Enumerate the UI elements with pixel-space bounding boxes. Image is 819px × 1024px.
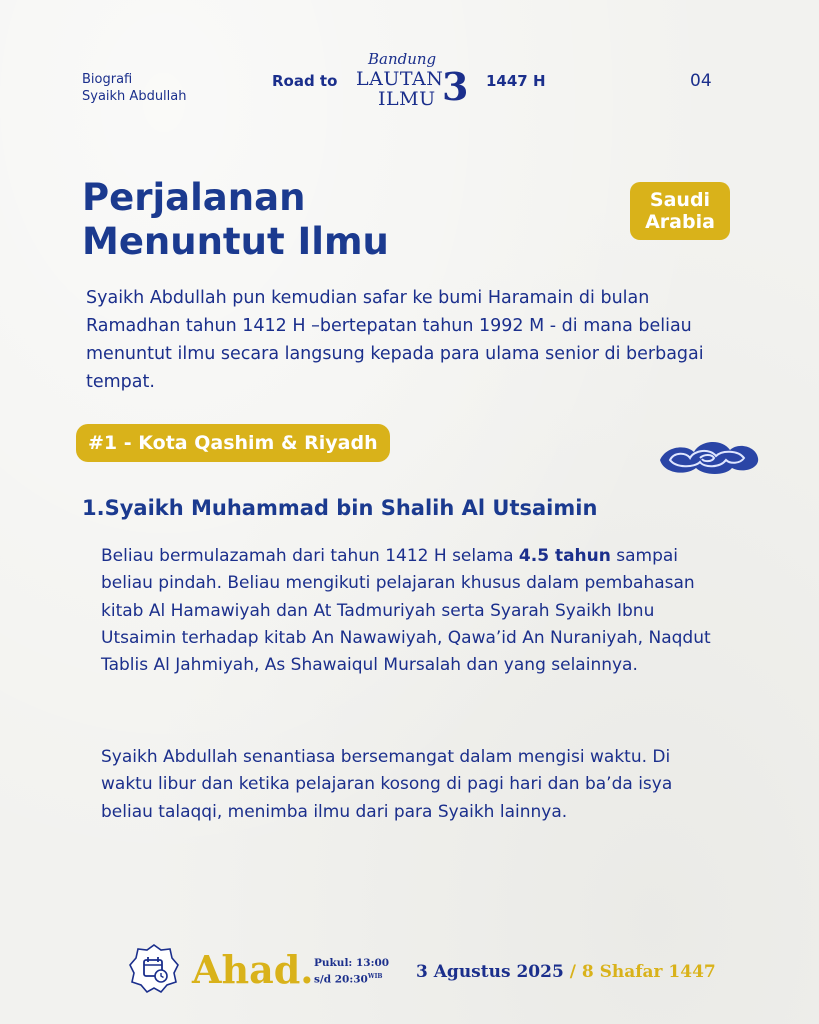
title-line2: Menuntut Ilmu — [82, 220, 389, 263]
footer-time-line1: Pukul: 13:00 — [314, 957, 390, 969]
footer-date — [416, 962, 716, 982]
footer-separator: / — [563, 962, 582, 982]
footer-time-end: s/d 20:30 — [314, 973, 368, 986]
footer-gregorian-date: 3 Agustus 2025 — [416, 962, 564, 982]
series-line2: Syaikh Abdullah — [82, 89, 187, 104]
logo-line1: LAUTAN — [356, 68, 444, 90]
footer-hijri-date: 8 Shafar 1447 — [581, 962, 716, 982]
page-number: 04 — [690, 71, 712, 91]
teacher-heading: 1.Syaikh Muhammad bin Shalih Al Utsaimin — [82, 496, 598, 520]
cloud-ornament-icon — [656, 436, 762, 476]
footer-day: Ahad. — [192, 947, 314, 992]
footer-time-zone: WIB — [367, 973, 383, 980]
section-badge: #1 - Kota Qashim & Riyadh — [76, 424, 390, 462]
country-line1: Saudi — [649, 189, 711, 211]
paragraph-1-after: sampai beliau pindah. Beliau mengikuti pelajaran khusus dalam pembahasan kitab Al Hamawiyah dan At Tadmuriyah serta Syarah Syaikh Ibnu Utsaimin terhadap kitab An Nawawiyah, Qawa’id An Nuraniyah, Naqdut Tablis Al Jahmiyah, As Shawaiqul Mursalah dan yang selainnya. — [101, 546, 711, 676]
footer-time — [314, 957, 389, 987]
country-line2: Arabia — [645, 211, 715, 233]
intro-paragraph: Syaikh Abdullah pun kemudian safar ke bumi Haramain di bulan Ramadhan tahun 1412 H –bertepatan tahun 1992 M - di mana beliau menuntut ilmu secara langsung kepada para ulama senior di berbagai tempat. — [86, 288, 704, 392]
page-title — [82, 176, 389, 264]
logo-number: 3 — [442, 64, 469, 109]
year-label: 1447 H — [486, 72, 546, 90]
paragraph-1 — [101, 543, 725, 679]
series-line1: Biografi — [82, 72, 133, 87]
country-badge — [630, 182, 730, 240]
title-line1: Perjalanan — [82, 176, 306, 219]
paragraph-2: Syaikh Abdullah senantiasa bersemangat dalam mengisi waktu. Di waktu libur dan ketika pelajaran kosong di pagi hari dan ba’da isya beliau talaqqi, menimba ilmu dari para Syaikh lainnya. — [101, 747, 673, 822]
calendar-clock-icon — [128, 943, 180, 995]
event-logo — [354, 50, 474, 116]
logo-line2: ILMU — [378, 88, 436, 110]
footer-time-line2 — [314, 970, 389, 987]
series-label — [82, 71, 187, 105]
paragraph-1-before: Beliau bermulazamah dari tahun 1412 H selama — [101, 546, 519, 566]
logo-script: Bandung — [368, 50, 437, 68]
road-to-label: Road to — [272, 72, 338, 90]
paragraph-1-highlight: 4.5 tahun — [518, 546, 611, 566]
